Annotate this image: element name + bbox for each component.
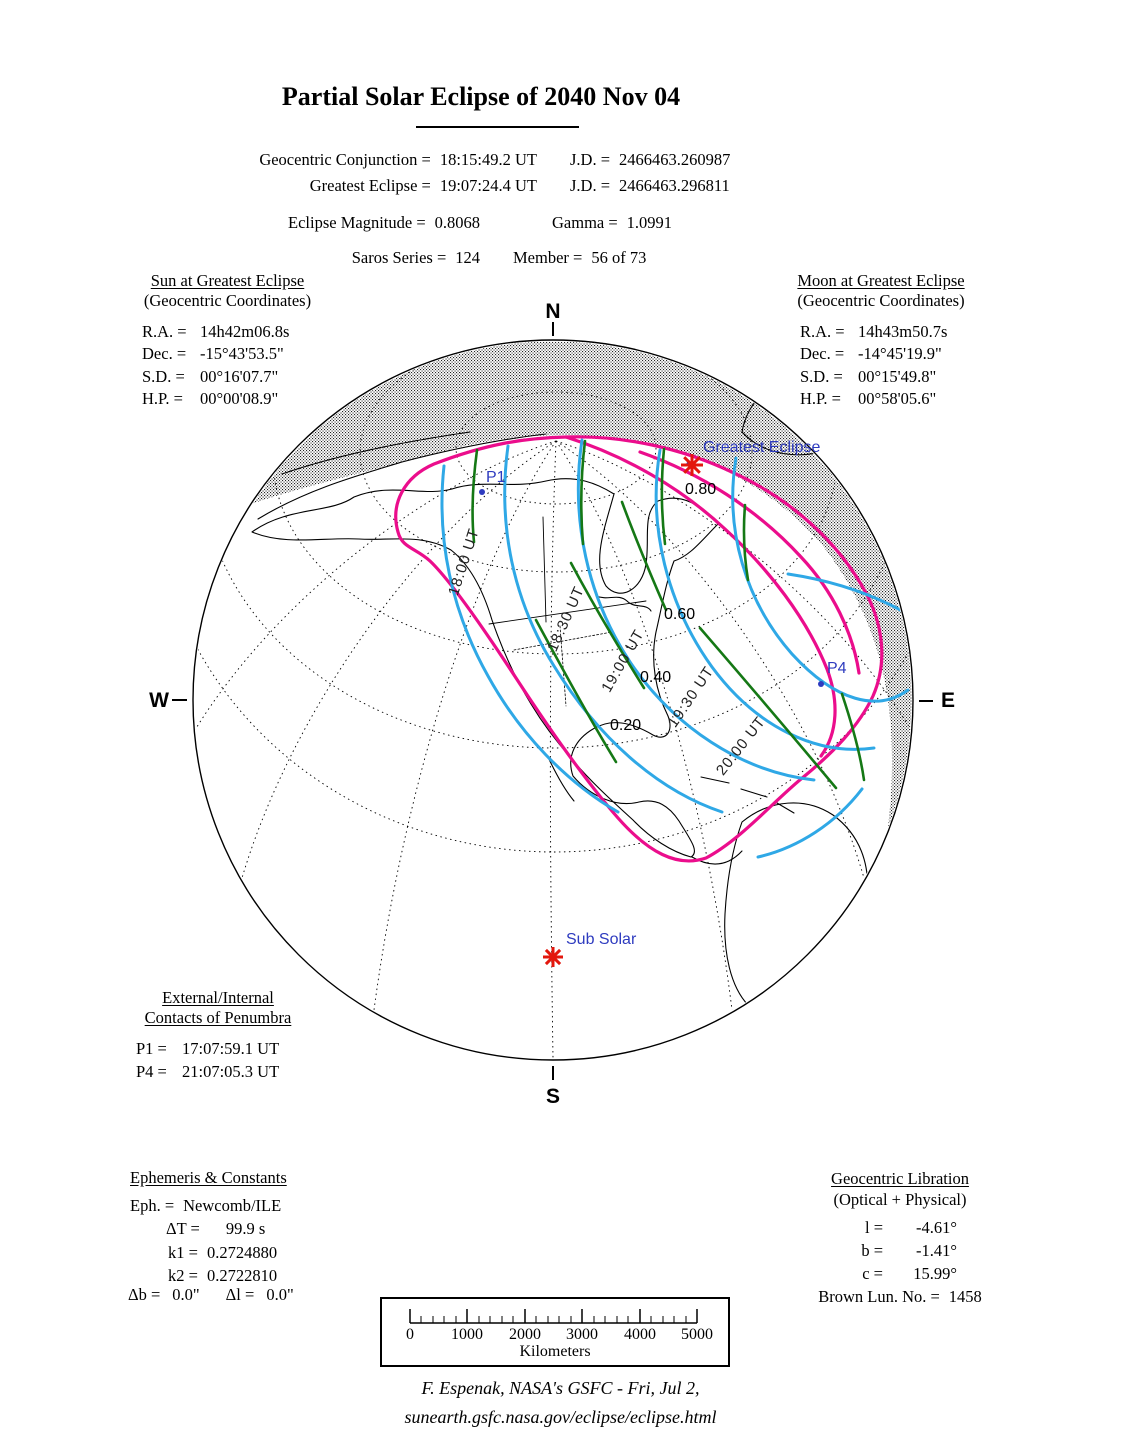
scale-tick-label: 3000 — [566, 1326, 598, 1343]
moon-row: H.P. = 00°58'05.6" — [800, 389, 937, 409]
conjunction-label: Geocentric Conjunction = — [259, 150, 431, 169]
sun-row: R.A. = 14h42m06.8s — [142, 322, 290, 341]
credit-line: F. Espenak, NASA's GSFC - Fri, Jul 2, — [421, 1378, 700, 1398]
ephemeris-delta-row: Δb = 0.0" Δl = 0.0" — [128, 1285, 294, 1304]
sun-row: S.D. = 00°16'07.7" — [142, 366, 279, 386]
greatest-eclipse-marker — [681, 454, 703, 476]
conjunction-jd-row — [570, 150, 730, 170]
magnitude-label-040: 0.40 — [640, 669, 672, 686]
magnitude-label-020: 0.20 — [610, 717, 642, 734]
url-line: sunearth.gsfc.nasa.gov/eclipse/eclipse.html — [404, 1407, 717, 1427]
sub-solar-label: Sub Solar — [566, 931, 637, 948]
time-label-1900: 19:00 UT — [598, 626, 648, 696]
gamma-row — [552, 213, 672, 233]
scale-tick-label: 2000 — [509, 1326, 541, 1343]
p1-marker — [479, 489, 485, 495]
sun-row: Dec. = -15°43'53.5" — [142, 344, 284, 364]
member-row — [513, 248, 646, 268]
moon-heading: Moon at Greatest Eclipse — [797, 271, 965, 290]
gamma-value: 1.0991 — [626, 213, 673, 232]
greatest-eclipse-label: Greatest Eclipse — [703, 439, 821, 456]
sun-row: H.P. = 00°00'08.9" — [142, 389, 279, 409]
sun-block — [120, 271, 335, 411]
ephemeris-k1-row: k1 = 0.2724880 — [168, 1243, 278, 1262]
contacts-heading-2: Contacts of Penumbra — [144, 1008, 292, 1027]
libration-row: l = -4.61° — [864, 1218, 957, 1237]
conjunction-jd-value: 2466463.260987 — [619, 150, 731, 169]
conjunction-value: 18:15:49.2 UT — [439, 150, 537, 169]
time-label-1930: 19:30 UT — [664, 663, 718, 731]
ephemeris-eph-row: Eph. = Newcomb/ILE — [130, 1196, 282, 1215]
moon-row: R.A. = 14h43m50.7s — [800, 322, 948, 341]
sun-subheading: (Geocentric Coordinates) — [143, 291, 312, 310]
south-america-coast — [725, 803, 868, 1017]
time-label-1800: 18:00 UT — [445, 526, 483, 598]
compass-west: W — [149, 689, 169, 712]
member-label: Member = — [513, 248, 583, 267]
compass-south: S — [545, 1085, 561, 1108]
sub-solar-marker — [543, 947, 563, 967]
brown-lunation-row: Brown Lun. No. = 1458 — [818, 1287, 982, 1306]
contact-row: P1 = 17:07:59.1 UT — [136, 1039, 280, 1058]
greatest-jd-value: 2466463.296811 — [619, 176, 730, 195]
greatest-label: Greatest Eclipse = — [309, 176, 431, 195]
p4-marker — [818, 681, 824, 687]
magnitude-label: Eclipse Magnitude = — [288, 213, 426, 232]
scale-unit-label: Kilometers — [519, 1343, 591, 1360]
magnitude-label-080: 0.80 — [685, 481, 717, 498]
moon-row: S.D. = 00°15'49.8" — [800, 366, 937, 386]
greatest-jd-row — [570, 176, 730, 196]
ephemeris-heading: Ephemeris & Constants — [130, 1168, 287, 1187]
scale-tick-label: 0 — [406, 1326, 414, 1343]
scale-bar-ruler — [382, 1299, 724, 1325]
time-label-2000: 20:00 UT — [712, 713, 770, 779]
contour-south-arc — [758, 789, 862, 857]
moon-row: Dec. = -14°45'19.9" — [800, 344, 942, 364]
great-lakes — [596, 596, 651, 611]
scale-tick-label: 4000 — [624, 1326, 656, 1343]
contacts-heading-1: External/Internal — [162, 988, 274, 1007]
moon-block — [770, 271, 992, 411]
compass-north: N — [545, 300, 561, 323]
jd-label: J.D. = — [570, 176, 611, 195]
p4-label: P4 — [827, 660, 847, 677]
time-label-1830: 18:30 UT — [544, 583, 588, 655]
gamma-label: Gamma = — [552, 213, 618, 232]
page-title: Partial Solar Eclipse of 2040 Nov 04 — [281, 82, 681, 111]
province-border — [543, 517, 546, 622]
libration-subheading: (Optical + Physical) — [833, 1190, 967, 1209]
scale-tick-label: 1000 — [451, 1326, 483, 1343]
saros-row — [352, 248, 480, 268]
moon-subheading: (Geocentric Coordinates) — [797, 291, 965, 310]
contact-row: P4 = 21:07:05.3 UT — [136, 1062, 280, 1081]
scale-tick-label: 5000 — [681, 1326, 713, 1343]
ephemeris-dt-row: ΔT = 99.9 s — [166, 1219, 266, 1238]
p1-label: P1 — [486, 469, 506, 486]
magnitude-value: 0.8068 — [434, 213, 480, 232]
magnitude-label-060: 0.60 — [664, 606, 696, 623]
conjunction-row — [259, 150, 537, 170]
libration-row: b = -1.41° — [861, 1241, 957, 1260]
magnitude-row — [288, 213, 480, 233]
saros-value: 124 — [455, 248, 480, 267]
jd-label: J.D. = — [570, 150, 611, 169]
contour-1800ut — [442, 466, 618, 812]
sun-heading: Sun at Greatest Eclipse — [150, 271, 305, 290]
greatest-value: 19:07:24.4 UT — [439, 176, 537, 195]
libration-heading: Geocentric Libration — [831, 1169, 969, 1188]
saros-label: Saros Series = — [351, 248, 447, 267]
ephemeris-k2-row: k2 = 0.2722810 — [168, 1266, 278, 1285]
scale-bar — [380, 1297, 730, 1367]
caribbean-islands — [701, 777, 794, 813]
title-underline — [416, 126, 579, 128]
greatest-eclipse-row — [310, 176, 537, 196]
contacts-block — [118, 988, 318, 1083]
compass-east: E — [940, 689, 956, 712]
member-value: 56 of 73 — [591, 248, 647, 267]
libration-row: c = 15.99° — [862, 1264, 957, 1283]
